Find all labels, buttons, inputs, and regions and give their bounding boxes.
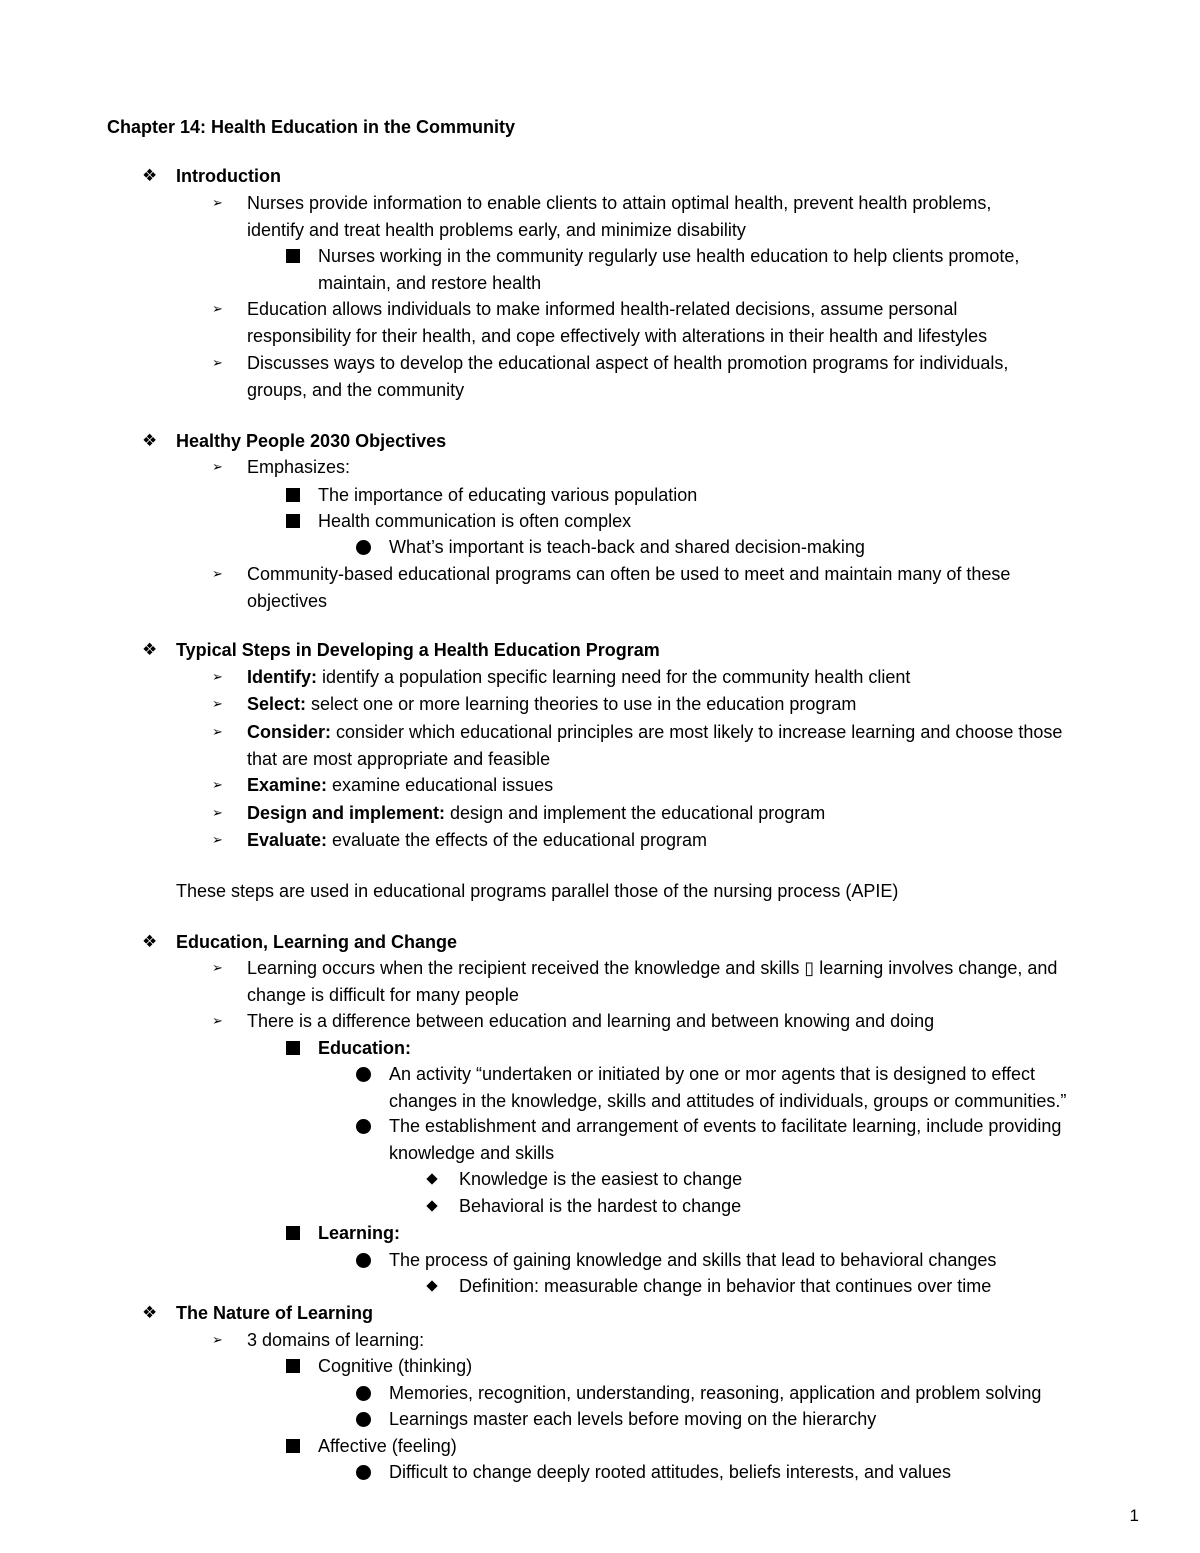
section-heading-typical-steps: Typical Steps in Developing a Health Education Program: [176, 640, 660, 660]
list-item: 3 domains of learning:: [247, 1330, 425, 1350]
step-item-evaluate: [247, 827, 707, 853]
list-item-continuation: groups, and the community: [247, 380, 465, 400]
step-item-design: [247, 800, 825, 826]
step-term: Select:: [247, 694, 307, 714]
arrowhead-bullet-icon: ➢: [212, 696, 223, 711]
step-item-identify: [247, 664, 910, 690]
arrowhead-bullet-icon: ➢: [212, 1332, 223, 1347]
square-bullet-icon: [286, 488, 300, 502]
step-text: design and implement the educational program: [445, 803, 826, 823]
list-item-continuation: identify and treat health problems early, and minimize disability: [247, 220, 746, 240]
list-item: Cognitive (thinking): [318, 1356, 473, 1376]
step-text: examine educational issues: [327, 775, 554, 795]
steps-note: These steps are used in educational programs parallel those of the nursing process (APIE): [176, 881, 899, 901]
list-item: What’s important is teach-back and shared decision-making: [389, 537, 865, 557]
arrowhead-bullet-icon: ➢: [212, 777, 223, 792]
arrowhead-bullet-icon: ➢: [212, 301, 223, 316]
step-text: select one or more learning theories to use in the education program: [306, 694, 857, 714]
small-diamond-bullet-icon: [426, 1280, 437, 1291]
arrowhead-bullet-icon: ➢: [212, 459, 223, 474]
circle-bullet-icon: [356, 1465, 371, 1480]
document-title: Chapter 14: Health Education in the Community: [107, 117, 516, 137]
arrowhead-bullet-icon: ➢: [212, 669, 223, 684]
step-item-consider: [247, 719, 1062, 745]
square-bullet-icon: [286, 1226, 300, 1240]
list-item: Health communication is often complex: [318, 511, 632, 531]
square-bullet-icon: [286, 1359, 300, 1373]
arrowhead-bullet-icon: ➢: [212, 832, 223, 847]
list-item: Memories, recognition, understanding, reasoning, application and problem solving: [389, 1383, 1042, 1403]
step-term: Evaluate:: [247, 830, 328, 850]
section-heading-introduction: Introduction: [176, 166, 281, 186]
list-item: Nurses working in the community regularly use health education to help clients promote,: [318, 246, 1020, 266]
arrowhead-bullet-icon: ➢: [212, 805, 223, 820]
diamond-bullet-icon: ❖: [142, 431, 158, 450]
small-diamond-bullet-icon: [426, 1200, 437, 1211]
list-item-continuation: knowledge and skills: [389, 1143, 555, 1163]
list-item: The process of gaining knowledge and skills that lead to behavioral changes: [389, 1250, 997, 1270]
page-number: 1: [1129, 1506, 1139, 1525]
step-item-examine: [247, 772, 553, 798]
step-term: Consider:: [247, 722, 332, 742]
diamond-bullet-icon: ❖: [142, 166, 158, 185]
arrowhead-bullet-icon: ➢: [212, 566, 223, 581]
diamond-bullet-icon: ❖: [142, 640, 158, 659]
list-item: The establishment and arrangement of events to facilitate learning, include providing: [389, 1116, 1062, 1136]
circle-bullet-icon: [356, 1386, 371, 1401]
list-item: An activity “undertaken or initiated by one or mor agents that is designed to effect: [389, 1064, 1036, 1084]
list-item: Emphasizes:: [247, 457, 351, 477]
step-term: Identify:: [247, 667, 317, 687]
diamond-bullet-icon: ❖: [142, 1303, 158, 1322]
section-heading-healthy-people: Healthy People 2030 Objectives: [176, 431, 447, 451]
step-item-select: [247, 691, 856, 717]
list-item: Knowledge is the easiest to change: [459, 1169, 743, 1189]
list-item: The importance of educating various population: [318, 485, 698, 505]
list-item: Learning occurs when the recipient received the knowledge and skills ▯ learning involves change, and: [247, 958, 1058, 978]
list-item: Discusses ways to develop the educational aspect of health promotion programs for individuals,: [247, 353, 1009, 373]
square-bullet-icon: [286, 1041, 300, 1055]
list-item-continuation: responsibility for their health, and cope effectively with alterations in their health and lifestyles: [247, 326, 988, 346]
step-text: evaluate the effects of the educational program: [327, 830, 707, 850]
step-term: Design and implement:: [247, 803, 446, 823]
list-item-continuation: change is difficult for many people: [247, 985, 519, 1005]
list-item: Affective (feeling): [318, 1436, 457, 1456]
small-diamond-bullet-icon: [426, 1173, 437, 1184]
circle-bullet-icon: [356, 1412, 371, 1427]
square-bullet-icon: [286, 249, 300, 263]
section-heading-nature-of-learning: The Nature of Learning: [176, 1303, 374, 1323]
arrowhead-bullet-icon: ➢: [212, 724, 223, 739]
step-text: consider which educational principles are most likely to increase learning and choose those: [331, 722, 1063, 742]
list-item-continuation: that are most appropriate and feasible: [247, 749, 551, 769]
subheading-learning: Learning:: [318, 1223, 401, 1243]
arrowhead-bullet-icon: ➢: [212, 195, 223, 210]
list-item: Community-based educational programs can often be used to meet and maintain many of these: [247, 564, 1011, 584]
circle-bullet-icon: [356, 1253, 371, 1268]
list-item: Behavioral is the hardest to change: [459, 1196, 742, 1216]
list-item-continuation: changes in the knowledge, skills and attitudes of individuals, groups or communities.”: [389, 1091, 1067, 1111]
list-item: Nurses provide information to enable clients to attain optimal health, prevent health problems,: [247, 193, 992, 213]
list-item: Education allows individuals to make informed health-related decisions, assume personal: [247, 299, 958, 319]
section-heading-education-learning: Education, Learning and Change: [176, 932, 458, 952]
list-item: There is a difference between education and learning and between knowing and doing: [247, 1011, 935, 1031]
square-bullet-icon: [286, 514, 300, 528]
list-item-continuation: maintain, and restore health: [318, 273, 542, 293]
circle-bullet-icon: [356, 1119, 371, 1134]
step-text: identify a population specific learning need for the community health client: [317, 667, 911, 687]
arrowhead-bullet-icon: ➢: [212, 1013, 223, 1028]
arrowhead-bullet-icon: ➢: [212, 355, 223, 370]
list-item: Definition: measurable change in behavior that continues over time: [459, 1276, 992, 1296]
step-term: Examine:: [247, 775, 328, 795]
list-item-continuation: objectives: [247, 591, 328, 611]
square-bullet-icon: [286, 1439, 300, 1453]
arrowhead-bullet-icon: ➢: [212, 960, 223, 975]
circle-bullet-icon: [356, 540, 371, 555]
list-item: Difficult to change deeply rooted attitudes, beliefs interests, and values: [389, 1462, 952, 1482]
circle-bullet-icon: [356, 1067, 371, 1082]
subheading-education: Education:: [318, 1038, 411, 1058]
diamond-bullet-icon: ❖: [142, 932, 158, 951]
list-item: Learnings master each levels before moving on the hierarchy: [389, 1409, 877, 1429]
